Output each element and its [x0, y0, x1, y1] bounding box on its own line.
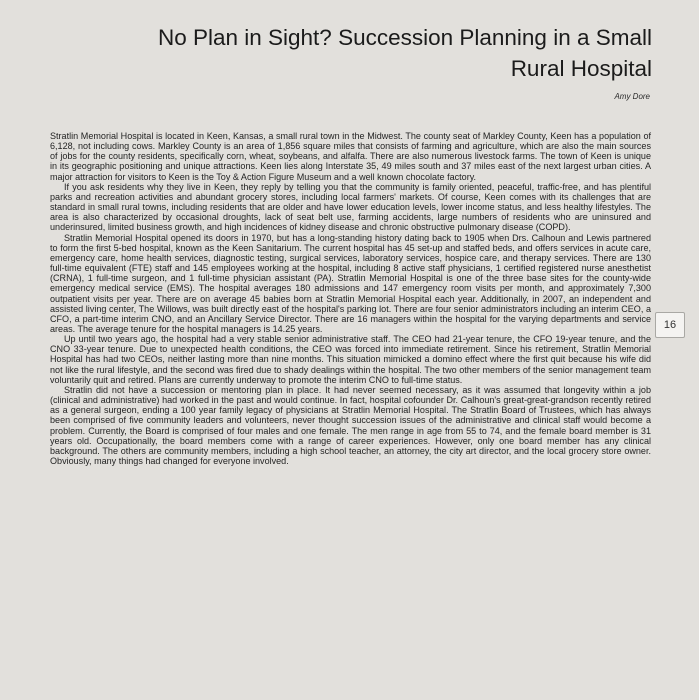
document-title: No Plan in Sight? Succession Planning in a Small Rural Hospital [157, 25, 652, 81]
paragraph: Stratlin did not have a succession or mentoring plan in place. It had never seemed necessary, as it was assumed that longevity within a job (clinical and administrative) had worked in the past and would continue. In fact, hospital cofounder Dr. Calhoun's great-great-grandson recently retired as a general surgeon, ending a 100 year family legacy of physicians at Stratlin Memorial Hospital. The Stratlin Board of Trustees, which has always been comprised of five community leaders and volunteers, never thought succession issues of the administrative and clinical staff would become a problem. Currently, the Board is comprised of four males and one female. The men range in age from 55 to 74, and the female board member is 31 years old. Occupationally, the board members come with a range of career experiences. However, only one board member has any clinical background. The others are community members, including a high school teacher, an attorney, the city art director, and the local grocery store owner. Obviously, many things had changed for everyone involved. [50, 384, 651, 466]
author-name: Amy Dore [614, 92, 650, 101]
paragraph: Stratlin Memorial Hospital opened its doors in 1970, but has a long-standing history dating back to 1905 when Drs. Calhoun and Lewis partnered to form the first 5-bed hospital, known as the Keen Sanitarium. The current hospital has 45 set-up and staffed beds, and offers services in acute care, emergency care, home health services, diagnostic testing, surgical services, laboratory services, hospice care, and therapy services. There are 130 full-time equivalent (FTE) staff and 145 employees working at the hospital, including 8 active staff physicians, 1 certified registered nurse anesthetist (CRNA), 1 full-time surgeon, and 1 full-time physician assistant (PA). Stratlin Memorial Hospital is one of the three base sites for the county-wide emergency medical service (EMS). The hospital averages 180 admissions and 147 emergency room visits per month, and approximately 7,300 outpatient visits per year. There are on average 45 babies born at Stratlin Memorial Hospital each year. Additionally, in 2007, an independent and assisted living center, The Willows, was built directly east of the hospital's parking lot. There are four senior administrators including an interim CEO, a CFO, a part-time interim CNO, and an Ancillary Service Director. There are 16 managers within the hospital for the varying departments and service areas. The average tenure for the hospital managers is 14.25 years. [50, 232, 651, 334]
paragraph: Stratlin Memorial Hospital is located in Keen, Kansas, a small rural town in the Midwest. The county seat of Markley County, Keen has a population of 6,128, not including cows. Markley County is an area of 1,856 square miles that consists of farming and agriculture, which are also the main sources of jobs for the county residents, specifically corn, wheat, soybeans, and alfalfa. There are also numerous livestock farms. The town of Keen is unique in its geographic positioning and unique attractions. Keen lies along Interstate 35, 49 miles south and 37 miles east of the next largest urban cities. A major attraction for visitors to Keen is the Toy & Action Figure Museum and a well known chocolate factory. [50, 131, 651, 182]
paragraph: Up until two years ago, the hospital had a very stable senior administrative staff. The CEO had 21-year tenure, the CFO 19-year tenure, and the CNO 33-year tenure. Due to unexpected health conditions, the CEO was forced into immediate retirement. Since his retirement, Stratlin Memorial Hospital has had two CEOs, neither lasting more than nine months. This situation mimicked a domino effect where the first quit because his wife did not like the rural lifestyle, and the second was fired due to shady dealings within the hospital. The two other members of the senior management team voluntarily quit and retired. Plans are currently underway to promote the interim CNO to full-time status. [50, 334, 651, 385]
page-number-badge: 16 [655, 312, 685, 338]
document-body [50, 131, 651, 466]
paragraph: If you ask residents why they live in Keen, they reply by telling you that the community is family oriented, peaceful, traffic-free, and has plentiful parks and recreation activities and abundant grocery stores, including local farmers' markets. Of course, Keen comes with its challenges that are standard in small rural towns, including residents that are older and have lower education levels, lower income status, and less healthy lifestyles. The area is also characterized by occasional droughts, lack of seat belt use, farming accidents, large numbers of residents who are uninsured and underinsured, limited business growth, and high incidences of kidney disease and chronic obstructive pulmonary disease (COPD). [50, 181, 651, 233]
